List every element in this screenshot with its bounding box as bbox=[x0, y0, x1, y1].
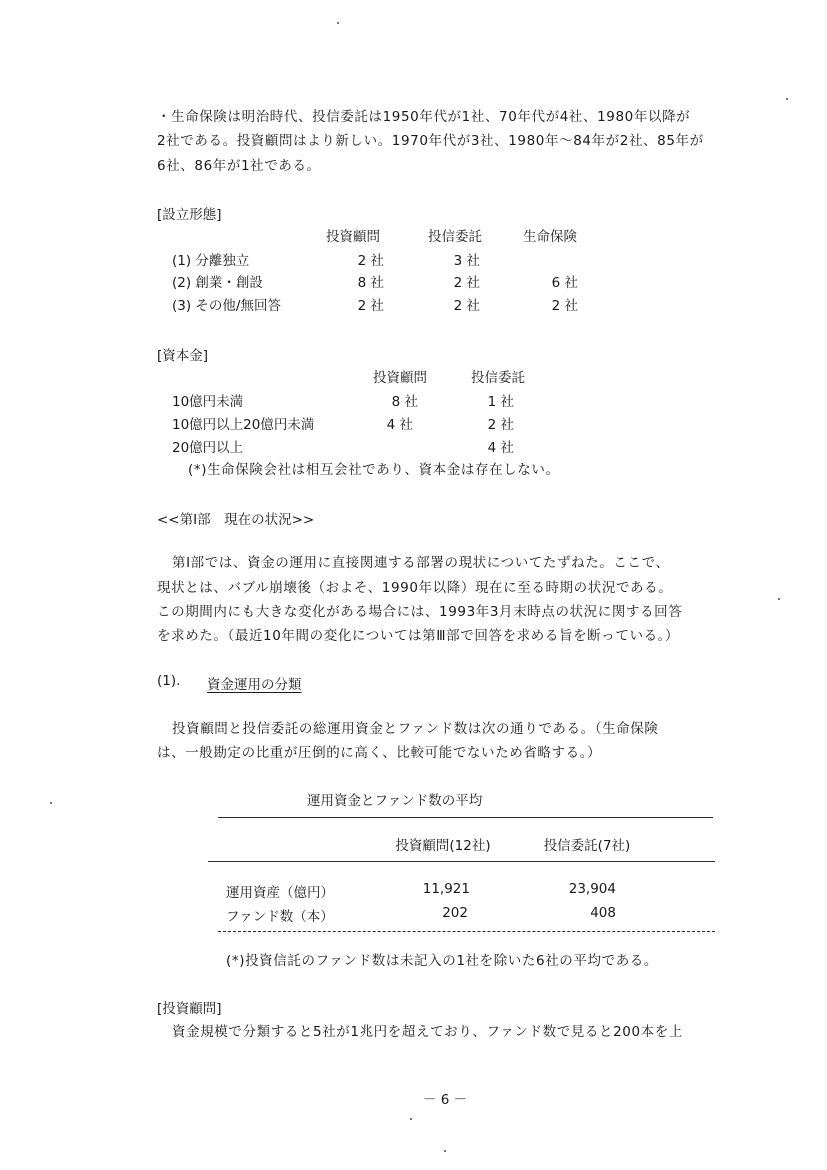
establishment-cell: 2 社 bbox=[551, 298, 578, 314]
capital-cell: 1 社 bbox=[487, 394, 514, 410]
fund-table-row-label: 運用資産（億円） bbox=[226, 885, 334, 901]
establishment-cell: 6 社 bbox=[551, 275, 578, 291]
part1-line-4: を求めた。（最近10年間の変化については第Ⅲ部で回答を求める旨を断っている。） bbox=[157, 628, 680, 644]
establishment-row-label: (1) 分離独立 bbox=[172, 253, 250, 269]
establishment-cell: 2 社 bbox=[453, 298, 480, 314]
part1-line-3: この期間内にも大きな変化がある場合には、1993年3月末時点の状況に関する回答 bbox=[157, 604, 683, 620]
capital-note: (*)生命保険会社は相互会社であり、資本金は存在しない。 bbox=[188, 462, 560, 478]
fund-table-cell: 408 bbox=[590, 905, 616, 921]
advisors-line-1: 資金規模で分類すると5社が1兆円を超えており、ファンド数で見ると200本を上 bbox=[172, 1024, 683, 1040]
capital-cell: 4 社 bbox=[386, 417, 413, 433]
scan-speck bbox=[410, 1118, 412, 1120]
intro-line-2: 2社である。投資顧問はより新しい。1970年代が3社、1980年～84年が2社、85年が bbox=[157, 133, 704, 149]
fund-table-note: (*)投資信託のファンド数は未記入の1社を除いた6社の平均である。 bbox=[226, 953, 658, 969]
establishment-col-header: 投資顧問 bbox=[326, 229, 380, 245]
capital-heading: [資本金] bbox=[157, 348, 209, 364]
capital-cell: 2 社 bbox=[487, 417, 514, 433]
part1-line-1: 第Ⅰ部では、資金の運用に直接関連する部署の現状についてたずねた。ここで、 bbox=[172, 555, 670, 571]
scan-speck bbox=[50, 802, 52, 804]
section1-line-1: 投資顧問と投信委託の総運用資金とファンド数は次の通りである。（生命保険 bbox=[172, 721, 659, 737]
establishment-cell: 2 社 bbox=[453, 275, 480, 291]
capital-row-label: 10億円以上20億円未満 bbox=[172, 417, 315, 433]
establishment-row-label: (3) その他/無回答 bbox=[172, 298, 281, 314]
capital-cell: 8 社 bbox=[391, 394, 418, 410]
part1-line-2: 現状とは、バブル崩壊後（およそ、1990年以降）現在に至る時期の状況である。 bbox=[157, 580, 673, 596]
section1-title: 資金運用の分類 bbox=[207, 677, 302, 693]
intro-line-3: 6社、86年が1社である。 bbox=[157, 158, 321, 174]
scan-speck bbox=[444, 1150, 446, 1152]
establishment-cell: 8 社 bbox=[357, 275, 384, 291]
establishment-heading: [設立形態] bbox=[157, 207, 222, 223]
section1-number: (1). bbox=[157, 673, 181, 689]
capital-row-label: 10億円未満 bbox=[172, 394, 244, 410]
fund-table-cell: 11,921 bbox=[422, 881, 470, 897]
fund-table-cell: 202 bbox=[442, 905, 468, 921]
fund-table-col-header: 投資顧問(12社) bbox=[395, 838, 491, 854]
capital-cell: 4 社 bbox=[487, 440, 514, 456]
fund-table-rule-mid bbox=[208, 861, 715, 862]
section1-line-2: は、一般勘定の比重が圧倒的に高く、比較可能でないため省略する。） bbox=[157, 745, 602, 761]
scan-speck bbox=[337, 22, 339, 24]
page-number: － 6 － bbox=[422, 1092, 468, 1108]
establishment-col-header: 生命保険 bbox=[523, 229, 577, 245]
part1-heading: <<第Ⅰ部 現在の状況>> bbox=[157, 512, 315, 528]
fund-table-cell: 23,904 bbox=[568, 881, 616, 897]
establishment-row-label: (2) 創業・創設 bbox=[172, 275, 263, 291]
advisors-heading: [投資顧問] bbox=[157, 1001, 222, 1017]
capital-col-header: 投資顧問 bbox=[373, 370, 427, 386]
fund-table-col-header: 投信委託(7社) bbox=[543, 838, 631, 854]
capital-col-header: 投信委託 bbox=[471, 370, 525, 386]
establishment-cell: 2 社 bbox=[357, 253, 384, 269]
capital-row-label: 20億円以上 bbox=[172, 440, 244, 456]
scan-speck bbox=[778, 598, 780, 600]
establishment-col-header: 投信委託 bbox=[428, 229, 482, 245]
establishment-cell: 2 社 bbox=[357, 298, 384, 314]
fund-table-rule-bottom bbox=[218, 931, 715, 932]
establishment-cell: 3 社 bbox=[453, 253, 480, 269]
fund-table-row-label: ファンド数（本） bbox=[226, 909, 334, 925]
fund-table-rule-top bbox=[218, 817, 713, 818]
fund-table-title: 運用資金とファンド数の平均 bbox=[307, 793, 483, 809]
intro-line-1: ・生命保険は明治時代、投信委託は1950年代が1社、70年代が4社、1980年以降が bbox=[157, 109, 691, 125]
scan-speck bbox=[786, 98, 788, 100]
